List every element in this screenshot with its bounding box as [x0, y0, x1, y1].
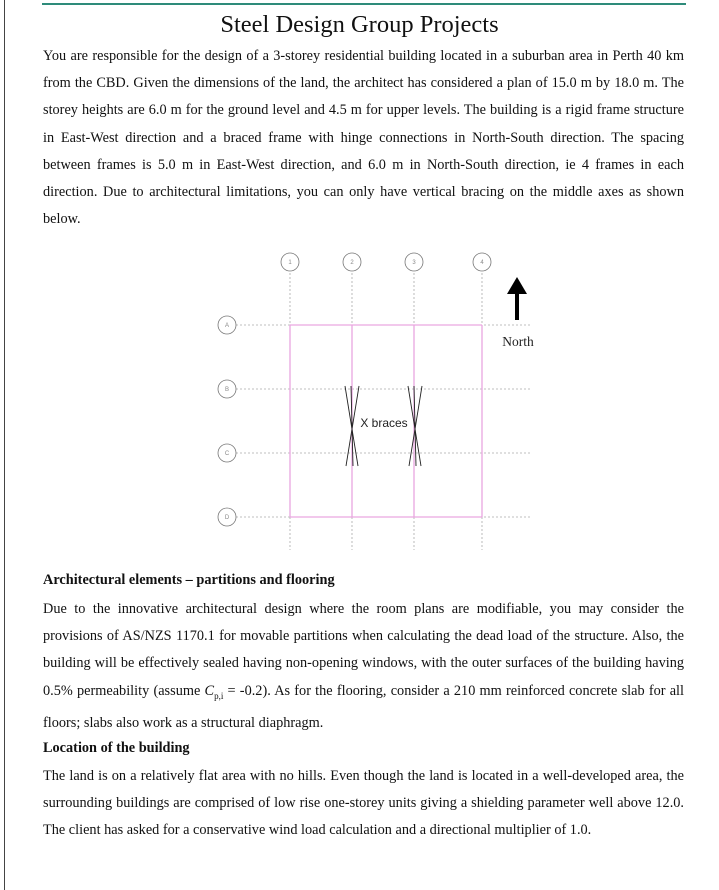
cpi-symbol: C [204, 682, 215, 699]
brace-label: X braces [360, 416, 408, 430]
axis-label-1: 1 [288, 260, 292, 266]
axis-label-a: A [224, 323, 230, 329]
axis-label-c: C [224, 451, 230, 457]
page-title: Steel Design Group Projects [220, 11, 499, 38]
location-heading: Location of the building [43, 740, 190, 756]
intro-paragraph: You are responsible for the design of a 3-storey residential building located in a suburban area in Perth 40 km from the CBD. Given the dimensions of the land, the architect has considered a plan of 15.0 m by 18.0 m. The storey heights are 6.0 m for the ground level and 4.5 m for upper levels. The building is a rigid frame structure in East-West direction and a braced frame with hinge connections in North-South direction. The spacing between frames is 5.0 m in East-West direction, and 6.0 m in North-South direction, ie 4 frames in each direction. Due to architectural limitations, you can only have vertical bracing on the middle axes as shown below. [43, 48, 684, 228]
axis-label-d: D [224, 515, 230, 521]
architectural-heading: Architectural elements – partitions and flooring [43, 572, 335, 588]
axis-label-4: 4 [480, 260, 484, 266]
cpi-subscript: p,i [214, 690, 224, 701]
arch-text-part-1: Due to the innovative architectural design where the room plans are modifiable, you may consider the provisions of AS/NZS 1170.1 for movable partitions when calculating the dead load of the structure. Also, the building will be effectively sealed having non-opening windows, with the outer surfaces of the building having 0.5% permeability (assume [43, 601, 684, 699]
axis-gridlines [236, 273, 532, 550]
arch-text-part-2: = -0.2). As for the flooring, consider a 210 mm reinforced concrete slab for all floors; slabs also work as a structural diaphragm. [43, 682, 684, 731]
axis-label-b: B [224, 387, 230, 393]
north-label: North [502, 334, 534, 349]
north-arrow-icon [507, 277, 527, 320]
axis-label-3: 3 [412, 260, 416, 266]
location-paragraph: The land is on a relatively flat area with no hills. Even though the land is located in a well-developed area, the surrounding buildings are comprised of low rise one-storey units giving a shielding parameter well above 12.0. The client has asked for a conservative wind load calculation and a directional multiplier of 1.0. [43, 768, 684, 839]
axis-label-2: 2 [350, 260, 354, 266]
architectural-paragraph [43, 596, 684, 737]
